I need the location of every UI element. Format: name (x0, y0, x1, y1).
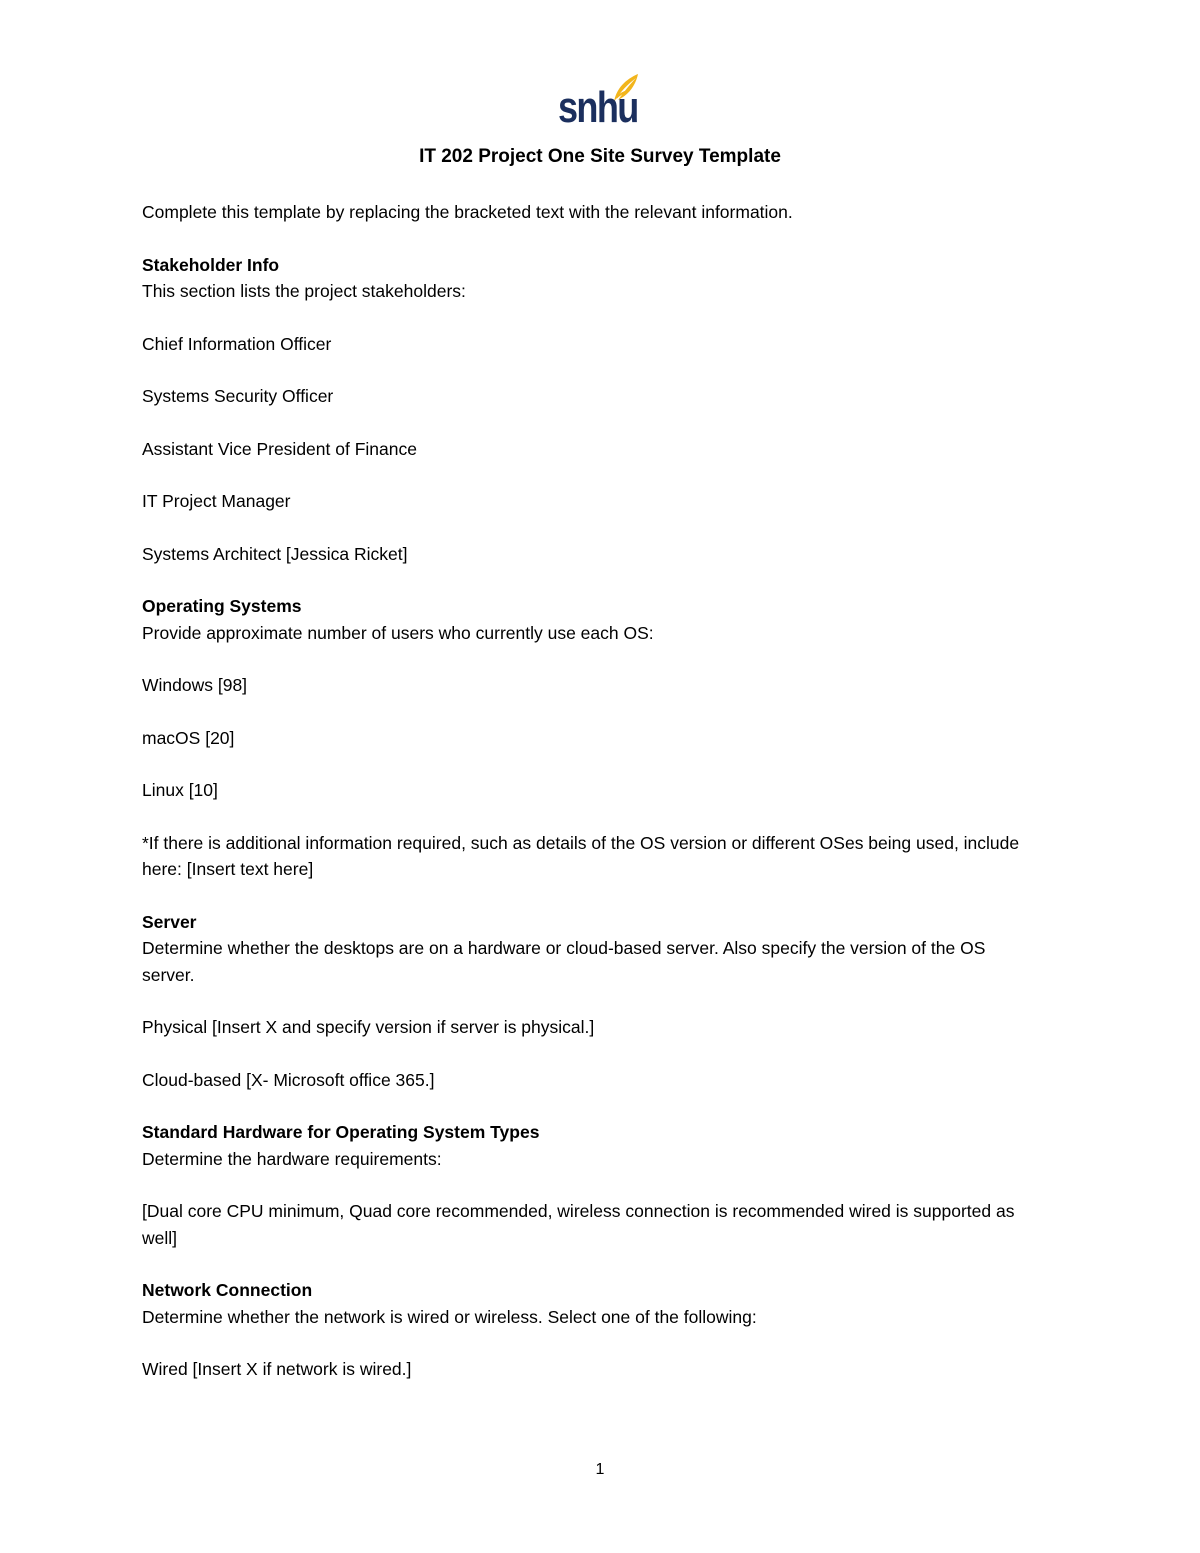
network-description: Determine whether the network is wired or wireless. Select one of the following: (142, 1306, 757, 1327)
document-title: IT 202 Project One Site Survey Template (419, 146, 781, 167)
hardware-answer: [Dual core CPU minimum, Quad core recommended, wireless connection is recommended wired is supported as well] (142, 1201, 1015, 1248)
stakeholder-item: Systems Architect [Jessica Ricket] (142, 543, 408, 564)
network-item: Wired [Insert X if network is wired.] (142, 1359, 412, 1379)
os-item: Linux [10] (142, 780, 218, 800)
os-note: *If there is additional information required, such as details of the OS version or different OSes being used, include here: [Insert text here] (142, 832, 1020, 879)
os-heading: Operating Systems (142, 596, 302, 616)
stakeholder-description: This section lists the project stakeholders: (142, 281, 466, 301)
stakeholder-heading: Stakeholder Info (142, 254, 280, 275)
stakeholder-item: Systems Security Officer (142, 386, 334, 406)
hardware-description: Determine the hardware requirements: (142, 1148, 442, 1169)
hardware-heading: Standard Hardware for Operating System Types (142, 1122, 540, 1142)
stakeholder-item: IT Project Manager (142, 491, 291, 511)
logo-wordmark: snhu (558, 83, 638, 132)
network-heading: Network Connection (142, 1280, 313, 1300)
page-number: 1 (595, 1461, 605, 1478)
server-section (142, 909, 1042, 989)
stakeholder-section (142, 252, 1042, 305)
os-item: Windows [98] (142, 675, 248, 695)
hardware-section (142, 1119, 1042, 1172)
snhu-logo (558, 72, 644, 134)
network-section (142, 1277, 1042, 1330)
document-body (142, 199, 1042, 1409)
server-heading: Server (142, 911, 197, 932)
stakeholder-item: Chief Information Officer (142, 333, 332, 354)
server-item: Physical [Insert X and specify version if server is physical.] (142, 1017, 595, 1037)
intro-text: Complete this template by replacing the bracketed text with the relevant information. (142, 202, 793, 222)
os-item: macOS [20] (142, 727, 235, 748)
os-section (142, 593, 1042, 646)
server-description: Determine whether the desktops are on a hardware or cloud-based server. Also specify the version of the OS server. (142, 938, 986, 985)
stakeholder-item: Assistant Vice President of Finance (142, 438, 417, 459)
os-description: Provide approximate number of users who currently use each OS: (142, 622, 654, 643)
server-item: Cloud-based [X- Microsoft office 365.] (142, 1069, 435, 1090)
